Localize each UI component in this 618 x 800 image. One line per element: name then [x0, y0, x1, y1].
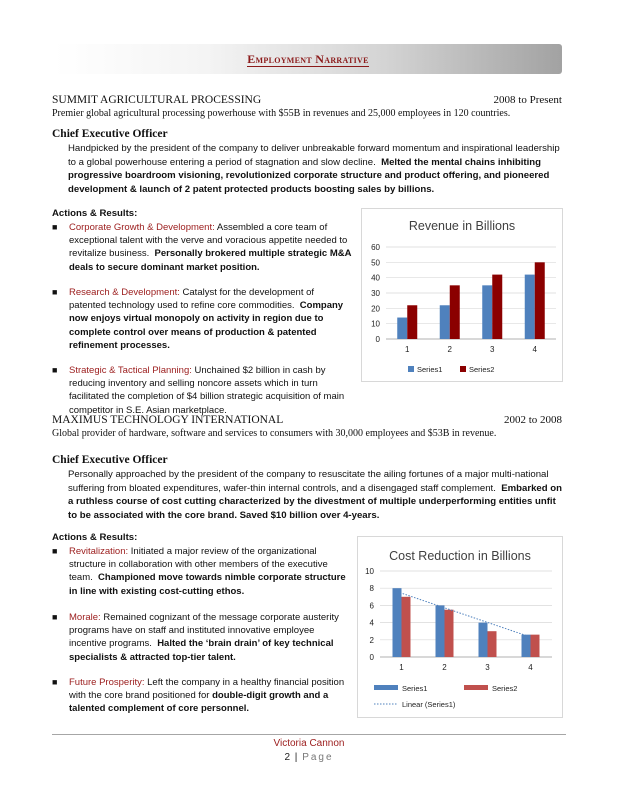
x-tick-label: 2: [447, 345, 452, 354]
y-tick-label: 30: [371, 289, 380, 298]
bullet-heading: Strategic & Tactical Planning:: [69, 365, 192, 376]
bullet-heading: Corporate Growth & Development:: [69, 222, 215, 233]
y-tick-label: 20: [371, 304, 380, 314]
x-tick-label: 1: [399, 663, 404, 672]
bullet-heading: Morale:: [69, 612, 101, 623]
bullet-icon: ■: [52, 365, 58, 375]
list-item: [52, 611, 348, 664]
bullet-highlight: Halted the ‘brain drain’ of key technical specialists & attracted top-tier talent.: [69, 638, 334, 663]
bar-series2: [450, 285, 460, 339]
section-title: Employment Narrative: [247, 52, 369, 66]
bullet-text: Assembled a core team of exceptional talent with the verve and voracious appetite needed to revitalize business.: [69, 222, 348, 260]
bullet-text: Catalyst for the development of patented technology used to refine core commodities.: [69, 287, 315, 312]
revenue-chart-svg: [362, 209, 562, 381]
legend-swatch: [460, 366, 466, 372]
list-item: [52, 286, 352, 352]
bar-series2: [488, 631, 497, 657]
bar-series1: [393, 588, 402, 657]
bullet-text: Unchained $2 billion in cash by reducing inventory and selling noncore assets which in turn facilitated the completion of $4 billion strategic acquisition of main competitor in S.E. Asian marketplace.: [69, 365, 345, 416]
legend-swatch: [464, 685, 488, 690]
role-summary: [68, 142, 563, 196]
page-separator: |: [294, 752, 299, 763]
x-tick-label: 4: [528, 663, 533, 672]
bar-series2: [445, 610, 454, 657]
x-tick-label: 2: [442, 663, 447, 672]
employment-dates: 2002 to 2008: [503, 414, 562, 426]
legend-label: Linear (Series1): [402, 700, 456, 709]
actions-label: Actions & Results:: [52, 532, 138, 543]
company-description: Premier global agricultural processing powerhouse with $55B in revenues and 25,000 employees in 120 countries.: [52, 108, 511, 119]
employment-dates: 2008 to Present: [493, 94, 562, 106]
cost-reduction-chart: [357, 536, 563, 718]
bullet-icon: ■: [52, 677, 58, 687]
revenue-chart: [361, 208, 563, 382]
bullet-text: Remained cognizant of the message corporate austerity programs have on staff and instituted innovative employee incentive programs.: [69, 612, 339, 650]
legend-label: Series2: [492, 684, 518, 693]
job-title: Chief Executive Officer: [52, 454, 168, 466]
legend-swatch: [374, 685, 398, 690]
bullet-icon: ■: [52, 546, 58, 556]
bar-series1: [482, 285, 492, 339]
footer-divider: [52, 734, 566, 735]
bar-series1: [397, 318, 407, 339]
bar-series1: [440, 305, 450, 339]
legend-label: Series1: [402, 684, 428, 693]
y-tick-label: 40: [371, 273, 380, 283]
bullet-icon: ■: [52, 222, 58, 232]
bullet-heading: Future Prosperity:: [69, 677, 145, 688]
list-item: [52, 545, 348, 598]
summary-highlight: Embarked on a ruthless course of cost cutting characterized by the divestment of multiple underperforming entities unfit to be associated with the core brand. Saved $10 billion over 4-years.: [68, 482, 563, 521]
bullet-icon: ■: [52, 612, 58, 622]
list-item: [52, 221, 352, 274]
bar-series1: [525, 275, 535, 339]
y-tick-label: 4: [369, 618, 374, 628]
summary-text: Personally approached by the president of the company to resuscitate the ailing fortunes of a major multi-national suffering from bloated expenditures, wafer-thin internal controls, and a disengaged staff complement.: [68, 469, 549, 494]
y-tick-label: 10: [371, 319, 380, 329]
bullet-highlight: double-digit growth and a talented complement of core personnel.: [69, 690, 329, 715]
bullet-heading: Research & Development:: [69, 287, 180, 298]
bullet-highlight: Personally brokered multiple strategic M&A deals to secure dominant market position.: [69, 248, 352, 273]
company-name: SUMMIT AGRICULTURAL PROCESSING: [52, 94, 262, 106]
bullet-icon: ■: [52, 287, 58, 297]
legend-swatch: [408, 366, 414, 372]
y-tick-label: 10: [365, 567, 374, 576]
bullet-text: Left the company in a healthy financial position with the core brand positioned for: [69, 677, 345, 702]
y-tick-label: 60: [371, 243, 380, 252]
company-description: Global provider of hardware, software and services to consumers with 30,000 employees and $53B in revenue.: [52, 428, 497, 439]
y-tick-label: 6: [369, 601, 374, 611]
x-tick-label: 3: [485, 663, 490, 672]
bar-series1: [479, 623, 488, 657]
x-tick-label: 4: [532, 345, 537, 354]
y-tick-label: 50: [371, 258, 380, 268]
legend-label: Series2: [469, 365, 495, 374]
summary-highlight: Melted the mental chains inhibiting progressive boardroom visioning, revolutionized corporate structure and product offering, and pioneered development & launch of 2 patent protected products boosting sales by billions.: [68, 156, 550, 195]
cost-reduction-chart-svg: [358, 537, 562, 717]
footer-name: Victoria Cannon: [273, 738, 345, 749]
chart-title: Revenue in Billions: [408, 219, 516, 233]
trendline: [397, 592, 526, 636]
bullet-text: Initiated a major review of the organizational structure in collaboration with other members of the executive team.: [69, 546, 328, 584]
footer-page-number: [0, 752, 618, 763]
bar-series1: [436, 605, 445, 657]
page-number: 2: [284, 752, 292, 763]
x-tick-label: 1: [405, 345, 410, 354]
bar-series1: [522, 635, 531, 657]
y-tick-label: 2: [369, 635, 374, 645]
bar-series2: [535, 262, 545, 339]
bar-series2: [531, 635, 540, 657]
x-tick-label: 3: [490, 345, 495, 354]
bullet-highlight: Championed move towards nimble corporate structure in line with existing cost-cutting ethos.: [69, 572, 346, 597]
legend-label: Series1: [417, 365, 443, 374]
company-name: MAXIMUS TECHNOLOGY INTERNATIONAL: [52, 414, 284, 426]
list-item: [52, 676, 348, 716]
actions-label: Actions & Results:: [52, 208, 138, 219]
y-tick-label: 0: [375, 335, 380, 344]
bullet-heading: Revitalization:: [69, 546, 129, 557]
chart-title: Cost Reduction in Billions: [389, 549, 531, 563]
bar-series2: [402, 597, 411, 657]
page-label: Page: [302, 752, 334, 763]
job-title: Chief Executive Officer: [52, 128, 168, 140]
bullet-highlight: Company now enjoys virtual monopoly on activity in region due to complete control over means of production & patented refinement processes.: [69, 300, 344, 351]
section-banner: [54, 44, 562, 74]
role-summary: [68, 468, 563, 522]
y-tick-label: 8: [369, 584, 374, 594]
bar-series2: [492, 275, 502, 339]
y-tick-label: 0: [369, 653, 374, 662]
summary-text: Handpicked by the president of the company to deliver unbreakable forward momentum and inspirational leadership to a global powerhouse entering a period of stagnation and slow decline.: [68, 143, 560, 168]
bar-series2: [407, 305, 417, 339]
